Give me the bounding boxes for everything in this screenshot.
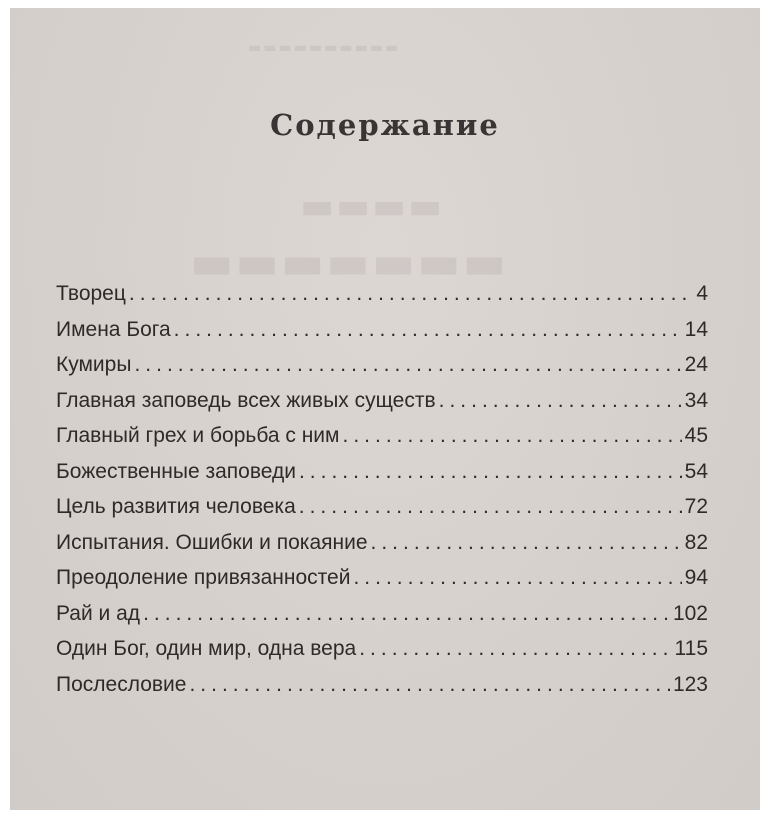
toc-entry-title: Кумиры [56,353,132,376]
show-through-text: ▬▬▬▬ [300,185,445,227]
toc-dot-leader [353,566,681,590]
toc-entry-page: 115 [674,637,708,660]
toc-entry-title: Имена Бога [56,317,171,341]
toc-entry-page: 82 [684,530,708,554]
toc-dot-leader [129,282,693,306]
toc-entry [56,602,708,638]
toc-dot-leader [174,318,682,342]
toc-dot-leader [299,495,682,519]
toc-entry [56,318,708,354]
toc-entry-page: 72 [684,495,708,518]
toc-entry-title: Цель развития человека [56,495,296,518]
toc-entry [56,637,708,673]
toc-entry-page: 34 [684,388,708,412]
toc-entry [56,460,708,496]
toc-entry-title: Испытания. Ошибки и покаяние [56,530,368,554]
toc-entry [56,353,708,389]
toc-dot-leader [143,602,670,626]
toc-entry-page: 4 [696,282,708,305]
toc-entry [56,673,708,709]
toc-entry-page: 94 [684,566,708,589]
toc-dot-leader [189,673,670,697]
page-title: Содержание [270,108,500,142]
toc-entry-page: 123 [672,672,708,696]
toc-dot-leader [342,424,681,448]
toc-entry-page: 24 [684,353,708,376]
toc-entry-title: Главная заповедь всех живых существ [56,388,436,412]
toc-entry-title: Божественные заповеди [56,459,296,483]
toc-entry [56,495,708,531]
toc-entry-page: 54 [684,459,708,483]
toc-entry [56,531,708,567]
toc-dot-leader [134,353,681,377]
toc-entry-page: 102 [672,601,708,625]
table-of-contents [56,282,708,708]
toc-entry-title: Главный грех и борьба с ним [56,424,340,447]
toc-entry-title: Послесловие [56,672,187,696]
toc-entry-title: Рай и ад [56,601,141,625]
toc-entry-title: Творец [56,282,126,305]
toc-entry-page: 14 [684,317,708,341]
toc-entry-title: Преодоление привязанностей [56,566,351,589]
toc-dot-leader [371,531,682,555]
toc-entry [56,566,708,602]
toc-dot-leader [359,637,671,661]
toc-dot-leader [299,460,682,484]
toc-entry-title: Один Бог, один мир, одна вера [56,637,357,660]
show-through-text: ▬▬▬▬▬▬▬ [190,235,509,289]
toc-entry [56,424,708,460]
toc-dot-leader [439,389,682,413]
toc-entry [56,389,708,425]
toc-entry [56,282,708,318]
show-through-text: ▬▬▬▬▬▬▬▬▬▬ [248,40,401,56]
toc-entry-page: 45 [684,424,708,447]
